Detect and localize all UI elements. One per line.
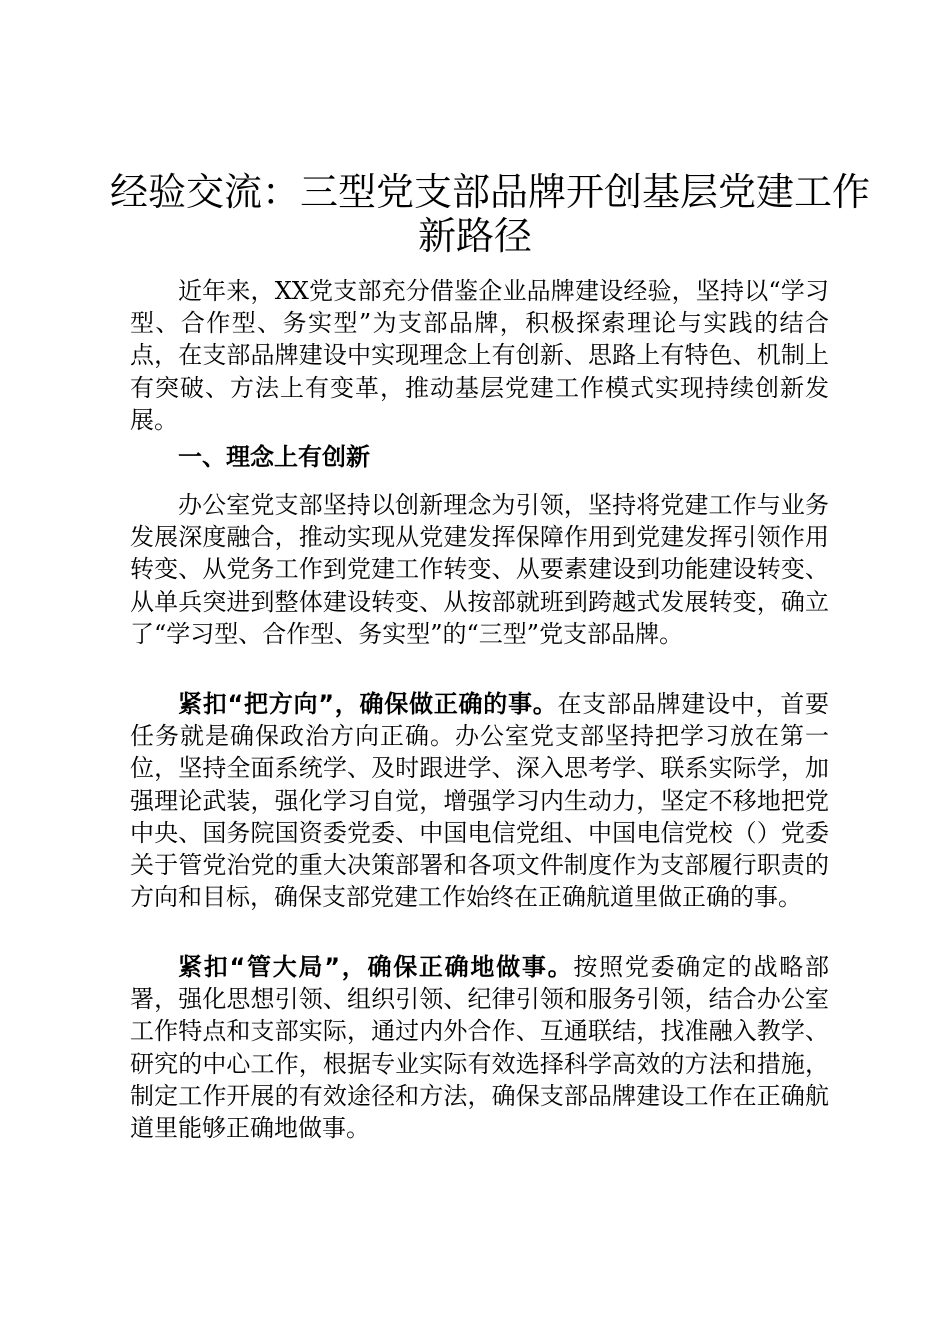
document-title-line-1: 经验交流：三型党支部品牌开创基层党建工作 (110, 170, 871, 214)
point-paragraph-overall (130, 951, 829, 1144)
intro-paragraph: 近年来，XX党支部充分借鉴企业品牌建设经验，坚持以“学习型、合作型、务实型”为支部品牌，积极探索理论与实践的结合点，在支部品牌建设中实现理念上有创新、思路上有特色、机制上有突破、方法上有变革，推动基层党建工作模式实现持续创新发展。 (130, 277, 829, 434)
point-paragraph-direction (130, 688, 829, 913)
point-body-direction: 在支部品牌建设中，首要任务就是确保政治方向正确。办公室党支部坚持把学习放在第一位，坚持全面系统学、及时跟进学、深入思考学、联系实际学，加强理论武装，强化学习自觉，增强学习内生动力，坚定不移地把党中央、国务院国资委党委、中国电信党组、中国电信党校（）党委关于管党治党的重大决策部署和各项文件制度作为支部履行职责的方向和目标，确保支部党建工作始终在正确航道里做正确的事。 (130, 690, 830, 912)
section-paragraph: 办公室党支部坚持以创新理念为引领，坚持将党建工作与业务发展深度融合，推动实现从党建发挥保障作用到党建发挥引领作用转变、从党务工作到党建工作转变、从要素建设到功能建设转变、从单兵突进到整体建设转变、从按部就班到跨越式发展转变，确立了“学习型、合作型、务实型”的“三型”党支部品牌。 (130, 491, 829, 648)
document-title-line-2: 新路径 (417, 214, 532, 258)
point-lead-direction: 紧扣“把方向”，确保做正确的事。 (178, 690, 558, 718)
point-body-overall: 按照党委确定的战略部署，强化思想引领、组织引领、纪律引领和服务引领，结合办公室工作特点和支部实际，通过内外合作、互通联结，找准融入教学、研究的中心工作，根据专业实际有效选择科学高效的方法和措施，制定工作开展的有效途径和方法，确保支部品牌建设工作在正确航道里能够正确地做事。 (130, 953, 830, 1143)
section-heading: 一、理念上有创新 (178, 443, 370, 471)
point-lead-overall: 紧扣“管大局”，确保正确地做事。 (178, 953, 574, 981)
